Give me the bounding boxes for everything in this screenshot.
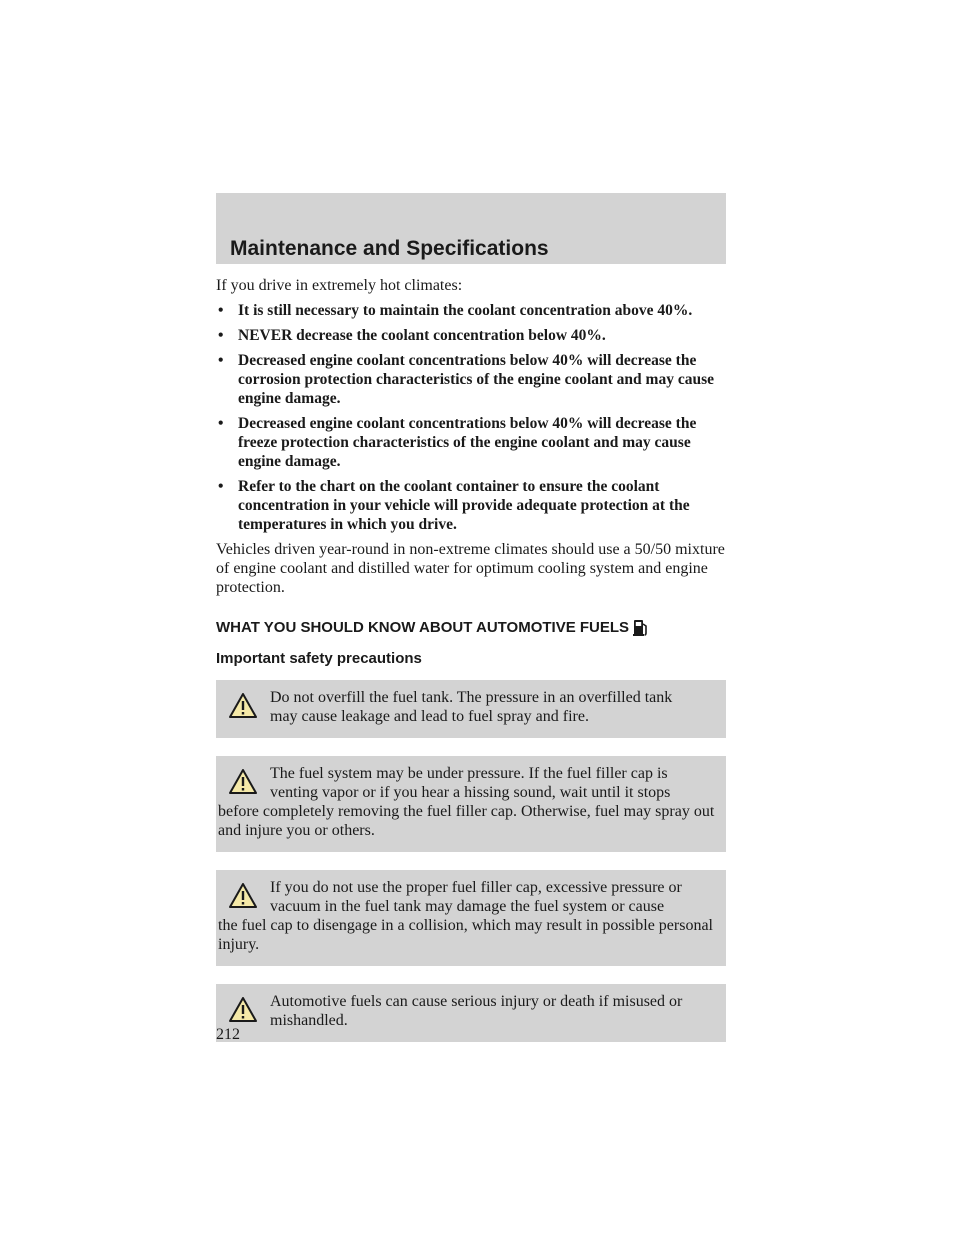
warning-text-line: If you do not use the proper fuel filler cap, excessive pressure or — [270, 879, 682, 896]
warning-text-line: may cause leakage and lead to fuel spray and fire. — [270, 708, 589, 725]
warning-box — [216, 870, 726, 966]
warning-triangle-icon — [228, 692, 258, 719]
fuel-pump-icon — [632, 615, 649, 637]
warning-box — [216, 984, 726, 1042]
subsection-title: Important safety precautions — [216, 650, 422, 667]
warning-triangle-icon — [228, 996, 258, 1023]
warning-text-rest: the fuel cap to disengage in a collision, which may result in possible personal injury. — [218, 917, 713, 953]
header-band — [216, 193, 726, 264]
warning-box — [216, 680, 726, 738]
page-number: 212 — [216, 1026, 240, 1043]
bullet-list — [216, 301, 726, 534]
warning-text-line: mishandled. — [270, 1012, 348, 1029]
warning-text-line: Automotive fuels can cause serious injury or death if misused or — [270, 993, 683, 1010]
warning-text-line: vacuum in the fuel tank may damage the fuel system or cause — [270, 898, 665, 915]
bullet-item: • It is still necessary to maintain the coolant concentration above 40%. — [218, 302, 693, 319]
warning-triangle-icon — [228, 882, 258, 909]
bullet-item: • Refer to the chart on the coolant container to ensure the coolant concentration in your vehicle will provide adequate protection at the temperatures in which you drive. — [218, 478, 690, 533]
coolant-paragraph: Vehicles driven year-round in non-extreme climates should use a 50/50 mixture of engine coolant and distilled water for optimum cooling system and engine protection. — [216, 541, 725, 596]
warning-text-rest: before completely removing the fuel filler cap. Otherwise, fuel may spray out and injure you or others. — [218, 803, 715, 839]
warning-text-line: The fuel system may be under pressure. If the fuel filler cap is — [270, 765, 668, 782]
section-title: WHAT YOU SHOULD KNOW ABOUT AUTOMOTIVE FUELS — [216, 615, 726, 637]
warning-text-line: Do not overfill the fuel tank. The pressure in an overfilled tank — [270, 689, 673, 706]
warning-text-line: venting vapor or if you hear a hissing sound, wait until it stops — [270, 784, 671, 801]
warning-box — [216, 756, 726, 852]
bullet-item: • NEVER decrease the coolant concentration below 40%. — [218, 327, 606, 344]
content — [216, 276, 726, 1060]
warning-triangle-icon — [228, 768, 258, 795]
page-header-title: Maintenance and Specifications — [230, 237, 549, 260]
bullet-item: • Decreased engine coolant concentrations below 40% will decrease the freeze protection characteristics of the engine coolant and may cause engine damage. — [218, 415, 697, 470]
intro-text: If you drive in extremely hot climates: — [216, 277, 463, 294]
bullet-item: • Decreased engine coolant concentrations below 40% will decrease the corrosion protection characteristics of the engine coolant and may cause engine damage. — [218, 352, 714, 407]
